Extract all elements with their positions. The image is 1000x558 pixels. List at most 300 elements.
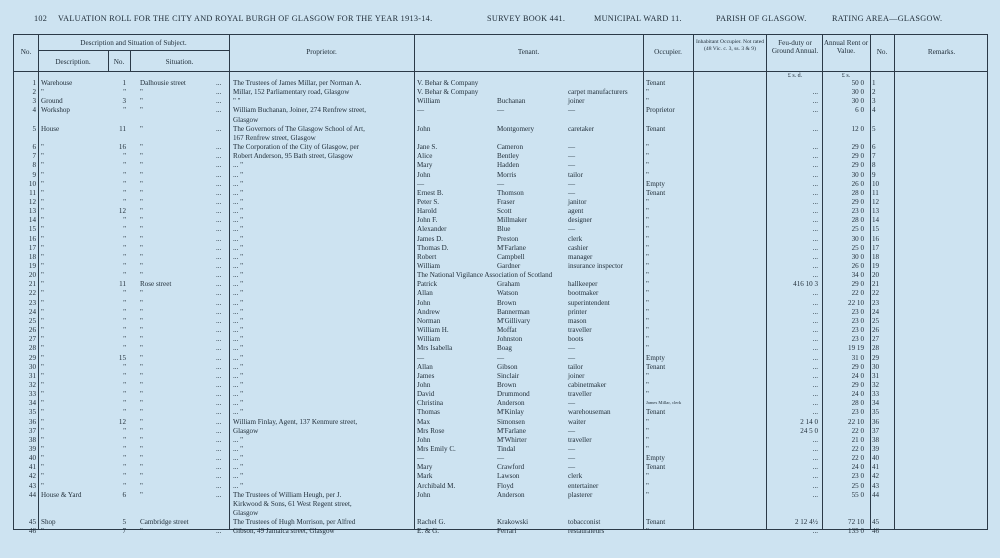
row-number: 18: [28, 252, 36, 261]
row-street-number: ": [123, 463, 126, 472]
row-annual-rent: 30 0: [851, 234, 864, 243]
row-tenant-trade: —: [568, 353, 576, 362]
row-description: ": [41, 371, 44, 380]
row-annual-rent: 23 0: [851, 408, 864, 417]
row-tenant-trade: —: [568, 179, 576, 188]
row-number-right: 9: [872, 170, 876, 179]
row-number: 10: [28, 179, 36, 188]
row-tenant-surname: Crawford: [497, 463, 525, 472]
row-proprietor: ... ": [233, 271, 243, 280]
row-number: 34: [28, 399, 36, 408]
row-leader-dots: ...: [216, 426, 222, 435]
row-tenant-forename: Christina: [417, 399, 444, 408]
row-proprietor: Glasgow: [233, 509, 259, 518]
row-situation: ": [140, 316, 143, 325]
row-number: 25: [28, 316, 36, 325]
row-feu-duty: ...: [812, 88, 818, 97]
row-tenant-trade: —: [568, 225, 576, 234]
row-tenant-forename: Alice: [417, 152, 433, 161]
row-feu-duty: ...: [812, 124, 818, 133]
row-feu-duty: ...: [812, 445, 818, 453]
row-tenant-forename: Andrew: [417, 307, 440, 316]
row-number-right: 33: [872, 390, 880, 399]
row-leader-dots: ...: [216, 225, 222, 234]
row-tenant-surname: Graham: [497, 280, 520, 289]
row-feu-duty: ...: [812, 143, 818, 152]
row-situation: ": [140, 344, 143, 353]
row-situation: ": [140, 106, 143, 115]
col-inhabitant-occupier: Inhabitant Occupier. Not rated (48 Vic. c. 3, ss. 3 & 9): [695, 39, 765, 52]
row-number: 24: [28, 307, 36, 316]
row-number: 6: [32, 143, 36, 152]
row-tenant-trade: waiter: [568, 417, 586, 426]
row-description: Shop: [41, 518, 56, 527]
row-tenant-trade: clerk: [568, 472, 583, 481]
row-description: ": [41, 234, 44, 243]
row-situation: ": [140, 399, 143, 408]
row-tenant-forename: —: [417, 454, 425, 463]
row-feu-duty: ...: [812, 106, 818, 115]
row-proprietor: ... ": [233, 463, 243, 472]
row-tenant-surname: Cameron: [497, 143, 524, 152]
row-proprietor: ... ": [233, 371, 243, 380]
row-tenant-surname: Anderson: [497, 399, 525, 408]
row-street-number: ": [123, 426, 126, 435]
row-tenant-surname: Brown: [497, 298, 517, 307]
row-description: ": [41, 280, 44, 289]
row-tenant-forename: Alexander: [417, 225, 447, 234]
row-description: ": [41, 399, 44, 408]
row-situation: ": [140, 326, 143, 335]
row-situation: ": [140, 207, 143, 216]
row-feu-duty: ...: [812, 188, 818, 197]
row-feu-duty: ...: [812, 371, 818, 380]
row-leader-dots: ...: [216, 527, 222, 536]
row-tenant-forename: Max: [417, 417, 431, 426]
row-proprietor: ... ": [233, 445, 243, 453]
row-occupier: Empty: [646, 179, 665, 188]
row-number-right: 11: [872, 188, 879, 197]
row-number: 41: [28, 463, 36, 472]
row-number: 23: [28, 298, 36, 307]
row-tenant-forename: John: [417, 490, 431, 499]
row-number-right: 14: [872, 216, 880, 225]
row-street-number: ": [123, 188, 126, 197]
row-occupier: ": [646, 207, 649, 216]
row-tenant-surname: Johnston: [497, 335, 523, 344]
row-tenant-forename: Ernest B.: [417, 188, 444, 197]
row-description: ": [41, 262, 44, 270]
row-annual-rent: 135 0: [848, 527, 864, 536]
row-tenant-forename: V. Behar & Company: [417, 79, 479, 87]
row-occupier: Tenant: [646, 518, 666, 527]
row-annual-rent: 29 0: [851, 161, 864, 170]
row-situation: ": [140, 170, 143, 179]
row-number: 14: [28, 216, 36, 225]
row-leader-dots: ...: [216, 307, 222, 316]
row-tenant-forename: —: [417, 353, 425, 362]
survey-book: SURVEY BOOK 441.: [487, 14, 566, 23]
row-situation: Dalhousie street: [140, 79, 186, 87]
row-street-number: ": [123, 298, 126, 307]
row-proprietor: Glasgow: [233, 426, 259, 435]
row-number-right: 8: [872, 161, 876, 170]
col-no-2: No.: [113, 58, 125, 66]
row-tenant-trade: traveller: [568, 435, 592, 444]
row-feu-duty: ...: [812, 435, 818, 444]
row-number-right: 27: [872, 335, 880, 344]
row-street-number: ": [123, 179, 126, 188]
row-street-number: 7: [122, 527, 126, 536]
row-tenant-forename: —: [417, 179, 425, 188]
row-leader-dots: ...: [216, 143, 222, 152]
row-annual-rent: 6 0: [855, 106, 864, 115]
row-tenant-trade: mason: [568, 316, 587, 325]
row-leader-dots: ...: [216, 79, 222, 87]
row-feu-duty: ...: [812, 408, 818, 417]
row-occupier: ": [646, 445, 649, 453]
row-description: House: [41, 124, 60, 133]
row-description: ": [41, 527, 44, 536]
row-annual-rent: 24 0: [851, 390, 864, 399]
row-annual-rent: 29 0: [851, 143, 864, 152]
row-proprietor: ... ": [233, 380, 243, 389]
row-street-number: ": [123, 326, 126, 335]
row-proprietor: 167 Renfrew street, Glasgow: [233, 133, 316, 142]
row-situation: ": [140, 472, 143, 481]
row-annual-rent: 30 0: [851, 97, 864, 106]
row-tenant-surname: Tindal: [497, 445, 516, 453]
row-tenant-surname: —: [497, 454, 505, 463]
row-number-right: 29: [872, 353, 880, 362]
row-tenant-forename: Mary: [417, 161, 433, 170]
row-description: ": [41, 380, 44, 389]
row-occupier: ": [646, 435, 649, 444]
row-annual-rent: 23 0: [851, 472, 864, 481]
row-situation: ": [140, 152, 143, 161]
row-proprietor: ... ": [233, 197, 243, 206]
row-situation: ": [140, 380, 143, 389]
row-feu-duty: ...: [812, 490, 818, 499]
row-proprietor: ... ": [233, 252, 243, 261]
row-number: 3: [32, 97, 36, 106]
row-number: 29: [28, 353, 36, 362]
row-number-right: 13: [872, 207, 880, 216]
row-situation: ": [140, 234, 143, 243]
row-proprietor: The Trustees of William Heugh, per J.: [233, 490, 342, 499]
row-annual-rent: 29 0: [851, 197, 864, 206]
row-description: ": [41, 408, 44, 417]
row-number-right: 17: [872, 243, 880, 252]
row-annual-rent: 28 0: [851, 188, 864, 197]
row-annual-rent: 22 10: [848, 298, 864, 307]
row-situation: Rose street: [140, 280, 172, 289]
row-number: 19: [28, 262, 36, 270]
row-street-number: ": [123, 88, 126, 97]
row-street-number: ": [123, 170, 126, 179]
row-situation: ": [140, 225, 143, 234]
row-tenant-surname: M'Farlane: [497, 426, 526, 435]
row-number: 36: [28, 417, 36, 426]
col-description-group: Description and Situation of Subject.: [80, 39, 187, 47]
row-feu-duty: 2 14 0: [800, 417, 818, 426]
row-tenant-trade: tailor: [568, 362, 583, 371]
row-street-number: ": [123, 335, 126, 344]
row-proprietor: ... ": [233, 472, 243, 481]
row-number: 15: [28, 225, 36, 234]
row-feu-duty: ...: [812, 225, 818, 234]
row-occupier: ": [646, 88, 649, 97]
row-leader-dots: ...: [216, 326, 222, 335]
row-annual-rent: 30 0: [851, 170, 864, 179]
row-tenant-forename: Allan: [417, 362, 433, 371]
row-number: 43: [28, 481, 36, 490]
row-tenant-forename: William H.: [417, 326, 449, 335]
col-no-3: No.: [876, 48, 888, 56]
row-proprietor: ... ": [233, 262, 243, 270]
row-description: ": [41, 435, 44, 444]
row-feu-duty: ...: [812, 262, 818, 270]
row-number: 21: [28, 280, 36, 289]
row-proprietor: Millar, 152 Parliamentary road, Glasgow: [233, 88, 350, 97]
row-number: 27: [28, 335, 36, 344]
row-occupier: Empty: [646, 454, 665, 463]
row-annual-rent: 34 0: [851, 271, 864, 280]
row-street-number: ": [123, 197, 126, 206]
row-annual-rent: 23 0: [851, 335, 864, 344]
row-tenant-surname: M'Farlane: [497, 243, 526, 252]
row-tenant-trade: joiner: [568, 97, 585, 106]
row-leader-dots: ...: [216, 463, 222, 472]
row-tenant-trade: —: [568, 143, 576, 152]
row-annual-rent: 26 0: [851, 179, 864, 188]
row-description: ": [41, 152, 44, 161]
row-feu-duty: ...: [812, 243, 818, 252]
row-occupier: ": [646, 97, 649, 106]
row-situation: ": [140, 88, 143, 97]
row-leader-dots: ...: [216, 152, 222, 161]
row-street-number: ": [123, 435, 126, 444]
row-feu-duty: ...: [812, 316, 818, 325]
row-description: ": [41, 362, 44, 371]
row-situation: ": [140, 490, 143, 499]
row-tenant-trade: —: [568, 399, 576, 408]
row-tenant-forename: The National Vigilance Association of Scotland: [417, 271, 553, 280]
row-street-number: ": [123, 399, 126, 408]
row-tenant-forename: Archibald M.: [417, 481, 456, 490]
row-proprietor: Glasgow: [233, 115, 259, 124]
row-street-number: ": [123, 390, 126, 399]
row-occupier: ": [646, 161, 649, 170]
row-tenant-forename: Thomas D.: [417, 243, 449, 252]
row-proprietor: The Corporation of the City of Glasgow, per: [233, 143, 360, 152]
row-situation: ": [140, 445, 143, 453]
row-occupier: ": [646, 481, 649, 490]
rating-area: RATING AREA—GLASGOW.: [832, 14, 943, 23]
row-description: ": [41, 344, 44, 353]
row-tenant-surname: M'Kinlay: [497, 408, 524, 417]
page-header: [0, 0, 1000, 34]
roll-title: VALUATION ROLL FOR THE CITY AND ROYAL BURGH OF GLASGOW FOR THE YEAR 1913-14.: [58, 14, 433, 23]
row-tenant-trade: traveller: [568, 326, 592, 335]
row-feu-duty: ...: [812, 234, 818, 243]
row-feu-duty: ...: [812, 380, 818, 389]
row-description: ": [41, 252, 44, 261]
row-tenant-forename: Peter S.: [417, 197, 440, 206]
row-number-right: 26: [872, 326, 880, 335]
row-tenant-surname: M'Gillivary: [497, 316, 531, 325]
row-annual-rent: 31 0: [851, 353, 864, 362]
row-number: 7: [32, 152, 36, 161]
row-tenant-surname: Montgomery: [497, 124, 535, 133]
row-feu-duty: ...: [812, 463, 818, 472]
row-proprietor: ... ": [233, 335, 243, 344]
row-leader-dots: ...: [216, 353, 222, 362]
row-annual-rent: 23 0: [851, 316, 864, 325]
row-description: ": [41, 271, 44, 280]
row-street-number: ": [123, 371, 126, 380]
row-tenant-forename: Allan: [417, 289, 433, 298]
row-description: House & Yard: [41, 490, 82, 499]
row-leader-dots: ...: [216, 362, 222, 371]
row-feu-duty: ...: [812, 335, 818, 344]
row-tenant-surname: Sinclair: [497, 371, 520, 380]
row-tenant-forename: V. Behar & Company: [417, 88, 479, 97]
row-situation: ": [140, 124, 143, 133]
row-situation: ": [140, 289, 143, 298]
row-street-number: ": [123, 106, 126, 115]
row-occupier: ": [646, 316, 649, 325]
row-number-right: 25: [872, 316, 880, 325]
row-street-number: ": [123, 344, 126, 353]
row-number-right: 5: [872, 124, 876, 133]
row-tenant-forename: John: [417, 124, 431, 133]
row-proprietor: ... ": [233, 216, 243, 225]
row-proprietor: The Trustees of James Millar, per Norman A.: [233, 79, 362, 87]
row-number-right: 35: [872, 408, 880, 417]
row-leader-dots: ...: [216, 472, 222, 481]
row-annual-rent: 26 0: [851, 262, 864, 270]
row-leader-dots: ...: [216, 252, 222, 261]
row-number: 5: [32, 124, 36, 133]
row-number: 9: [32, 170, 36, 179]
row-occupier: Proprietor: [646, 106, 675, 115]
row-situation: ": [140, 454, 143, 463]
row-annual-rent: 28 0: [851, 216, 864, 225]
row-tenant-trade: boots: [568, 335, 584, 344]
row-tenant-surname: Brown: [497, 380, 517, 389]
row-situation: ": [140, 527, 143, 536]
row-tenant-forename: Mary: [417, 463, 433, 472]
row-leader-dots: ...: [216, 170, 222, 179]
row-tenant-forename: John: [417, 380, 431, 389]
row-tenant-trade: —: [568, 152, 576, 161]
row-tenant-trade: agent: [568, 207, 584, 216]
row-proprietor: ... ": [233, 454, 243, 463]
row-street-number: 11: [119, 280, 126, 289]
row-tenant-forename: William: [417, 335, 440, 344]
row-occupier: James Millar, clerk: [646, 400, 682, 406]
row-number-right: 38: [872, 435, 880, 444]
col-rent-units: £ s.: [841, 73, 851, 79]
row-tenant-trade: hallkeeper: [568, 280, 598, 289]
row-tenant-forename: Thomas: [417, 408, 440, 417]
row-situation: ": [140, 335, 143, 344]
row-leader-dots: ...: [216, 490, 222, 499]
row-feu-duty: 416 10 3: [793, 280, 818, 289]
col-annual-rent: Annual Rent or Value.: [823, 39, 869, 55]
row-street-number: ": [123, 225, 126, 234]
row-tenant-surname: Ferrari: [497, 527, 517, 536]
row-leader-dots: ...: [216, 106, 222, 115]
row-tenant-forename: Robert: [417, 252, 437, 261]
row-proprietor: ... ": [233, 435, 243, 444]
row-annual-rent: 24 0: [851, 371, 864, 380]
row-annual-rent: 29 0: [851, 152, 864, 161]
row-leader-dots: ...: [216, 335, 222, 344]
row-street-number: ": [123, 481, 126, 490]
row-number-right: 18: [872, 252, 880, 261]
row-number: 26: [28, 326, 36, 335]
row-street-number: ": [123, 234, 126, 243]
row-tenant-trade: tailor: [568, 170, 583, 179]
row-occupier: ": [646, 216, 649, 225]
col-tenant: Tenant.: [517, 48, 540, 56]
row-proprietor: ... ": [233, 390, 243, 399]
row-occupier: ": [646, 225, 649, 234]
row-leader-dots: ...: [216, 280, 222, 289]
row-tenant-surname: Krakowski: [497, 518, 529, 527]
row-description: Workshop: [41, 106, 70, 115]
row-situation: ": [140, 426, 143, 435]
row-proprietor: " ": [233, 97, 241, 106]
row-tenant-surname: Drummond: [497, 390, 530, 399]
row-occupier: ": [646, 262, 649, 270]
row-tenant-trade: cabinetmaker: [568, 380, 607, 389]
row-description: ": [41, 472, 44, 481]
row-proprietor: ... ": [233, 161, 243, 170]
row-leader-dots: ...: [216, 316, 222, 325]
row-number: 20: [28, 271, 36, 280]
row-tenant-forename: William: [417, 97, 440, 106]
row-tenant-surname: Bannerman: [497, 307, 530, 316]
row-annual-rent: 22 10: [848, 417, 864, 426]
row-situation: ": [140, 417, 143, 426]
row-tenant-trade: —: [568, 188, 576, 197]
row-leader-dots: ...: [216, 216, 222, 225]
row-number-right: 46: [872, 527, 880, 536]
row-leader-dots: ...: [216, 188, 222, 197]
row-description: Ground: [41, 97, 63, 106]
row-leader-dots: ...: [216, 197, 222, 206]
row-tenant-trade: —: [568, 426, 576, 435]
row-tenant-trade: —: [568, 454, 576, 463]
row-leader-dots: ...: [216, 417, 222, 426]
row-annual-rent: 23 0: [851, 326, 864, 335]
row-street-number: 3: [122, 97, 126, 106]
row-street-number: 1: [122, 79, 126, 87]
row-feu-duty: ...: [812, 454, 818, 463]
row-occupier: ": [646, 280, 649, 289]
row-tenant-trade: —: [568, 161, 576, 170]
row-number-right: 41: [872, 463, 880, 472]
row-annual-rent: 30 0: [851, 88, 864, 97]
row-proprietor: ... ": [233, 362, 243, 371]
row-number: 4: [32, 106, 36, 115]
row-number-right: 16: [872, 234, 880, 243]
row-annual-rent: 28 0: [851, 399, 864, 408]
row-description: ": [41, 326, 44, 335]
